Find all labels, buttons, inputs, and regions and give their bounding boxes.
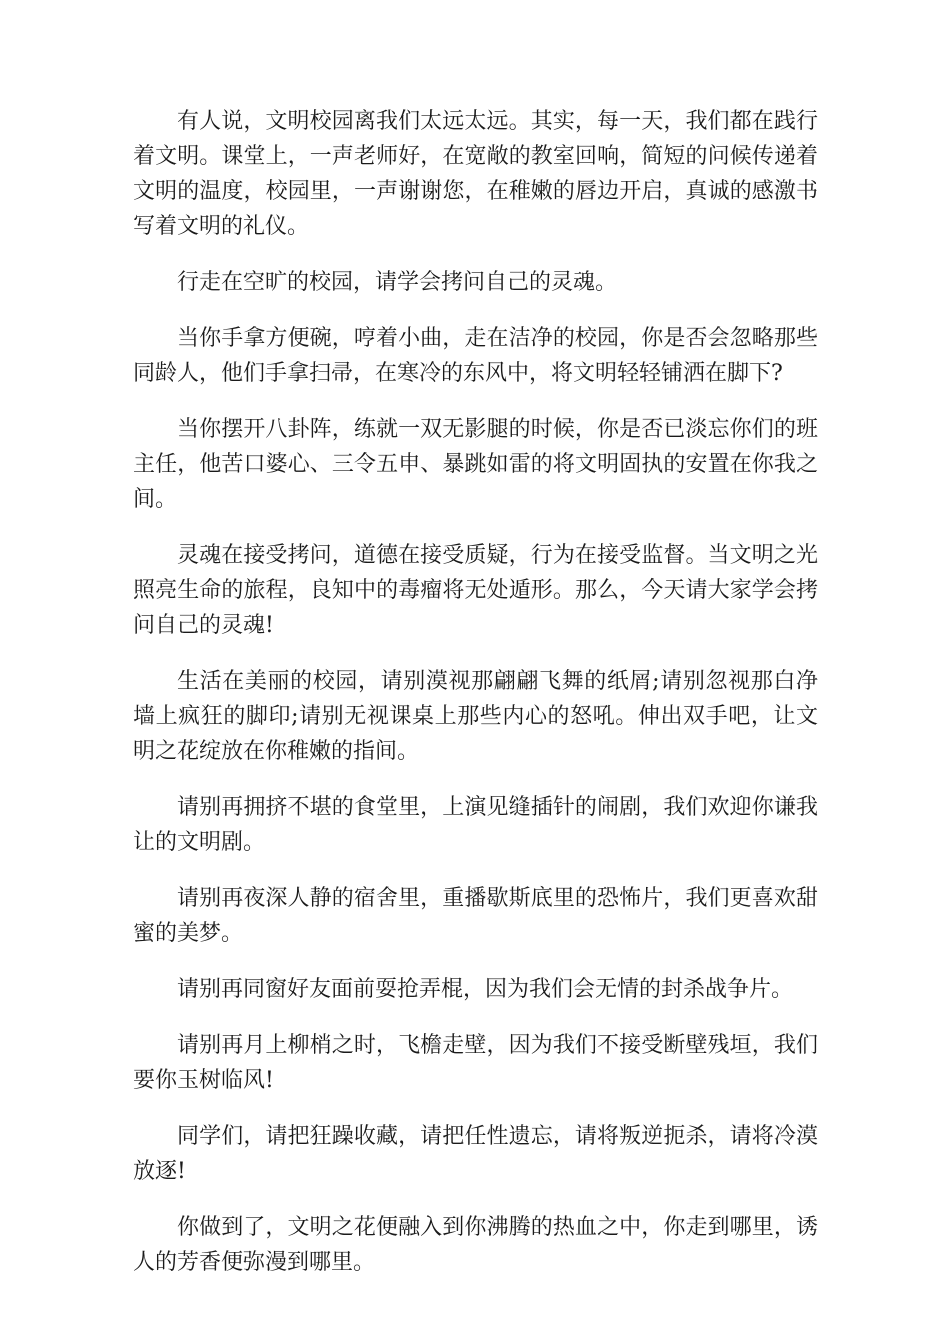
paragraph: 有人说，文明校园离我们太远太远。其实，每一天，我们都在践行着文明。课堂上，一声老师好，在宽敞的教室回响，简短的问候传递着文明的温度，校园里，一声谢谢您，在稚嫩的唇边开启，真诚的感激书写着文明的礼仪。 bbox=[133, 109, 818, 239]
paragraph: 你做到了，文明之花便融入到你沸腾的热血之中，你走到哪里，诱人的芳香便弥漫到哪里。 bbox=[133, 1215, 818, 1275]
paragraph: 请别再月上柳梢之时，飞檐走壁，因为我们不接受断壁残垣，我们要你玉树临风! bbox=[133, 1033, 818, 1093]
paragraph: 当你摆开八卦阵，练就一双无影腿的时候，你是否已淡忘你们的班主任，他苦口婆心、三令五申、暴跳如雷的将文明固执的安置在你我之间。 bbox=[133, 417, 818, 512]
paragraph: 请别再同窗好友面前耍抢弄棍，因为我们会无情的封杀战争片。 bbox=[177, 977, 794, 1002]
paragraph: 请别再拥挤不堪的食堂里，上演见缝插针的闹剧，我们欢迎你谦我让的文明剧。 bbox=[133, 795, 818, 855]
paragraph: 请别再夜深人静的宿舍里，重播歇斯底里的恐怖片，我们更喜欢甜蜜的美梦。 bbox=[133, 886, 818, 946]
paragraph: 灵魂在接受拷问，道德在接受质疑，行为在接受监督。当文明之光照亮生命的旅程，良知中的毒瘤将无处遁形。那么，今天请大家学会拷问自己的灵魂! bbox=[133, 543, 818, 638]
paragraph: 生活在美丽的校园，请别漠视那翩翩飞舞的纸屑;请别忽视那白净墙上疯狂的脚印;请别无视课桌上那些内心的怒吼。伸出双手吧，让文明之花绽放在你稚嫩的指间。 bbox=[133, 669, 818, 764]
paragraph: 行走在空旷的校园，请学会拷问自己的灵魂。 bbox=[177, 270, 618, 295]
paragraph: 当你手拿方便碗，哼着小曲，走在洁净的校园，你是否会忽略那些同龄人，他们手拿扫帚，在寒冷的东风中，将文明轻轻铺洒在脚下? bbox=[133, 326, 818, 386]
paragraph: 同学们，请把狂躁收藏，请把任性遗忘，请将叛逆扼杀，请将冷漠放逐! bbox=[133, 1124, 818, 1184]
